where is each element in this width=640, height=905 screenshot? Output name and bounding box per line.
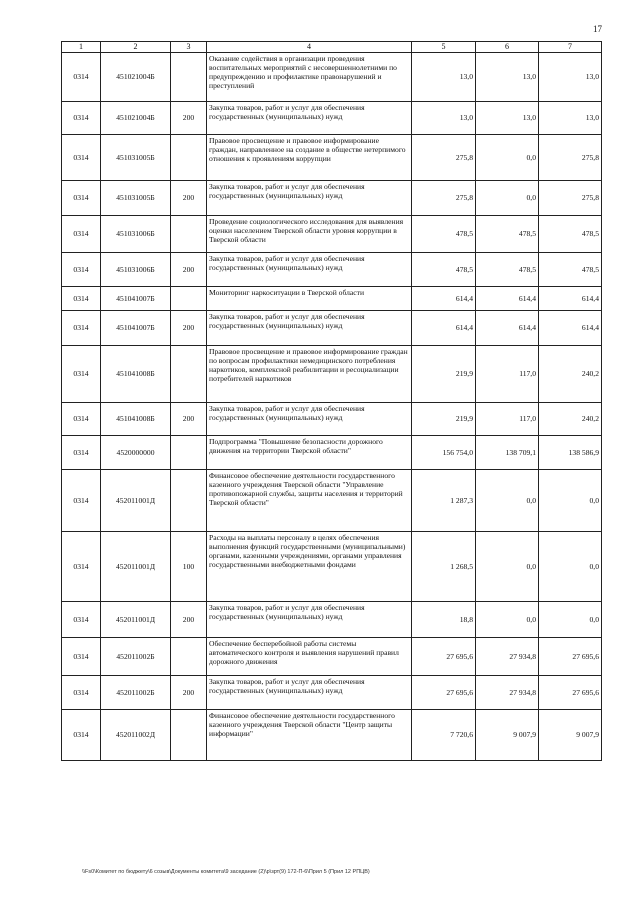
cell-c3 — [171, 435, 207, 469]
budget-table — [61, 41, 602, 761]
table-row — [62, 469, 602, 531]
cell-c7: 240,2 — [539, 345, 602, 402]
cell-c2: 452011001Д — [101, 531, 171, 601]
cell-c6: 478,5 — [476, 252, 539, 286]
cell-c2: 451031005Б — [101, 134, 171, 180]
cell-c7: 478,5 — [539, 215, 602, 252]
cell-c6: 9 007,9 — [476, 709, 539, 760]
cell-c2: 452011001Д — [101, 601, 171, 637]
cell-c7: 240,2 — [539, 402, 602, 435]
cell-c7: 138 586,9 — [539, 435, 602, 469]
cell-c2: 451031005Б — [101, 180, 171, 215]
cell-c1: 0314 — [62, 52, 101, 101]
page-number: 17 — [593, 24, 602, 34]
cell-c3 — [171, 134, 207, 180]
file-path-footer: \\Fs0\Комитет по бюджету\6 созыв\Документы комитета\9 заседание (2)\р\зрт(9) 172-П-6\Прил 5 (Прил 12 РПЦВ) — [82, 869, 370, 875]
cell-c1: 0314 — [62, 709, 101, 760]
cell-c5: 27 695,6 — [412, 675, 476, 709]
cell-c6: 27 934,8 — [476, 637, 539, 675]
cell-c4: Финансовое обеспечение деятельности государственного казенного учреждения Тверской области "Центр защиты информации" — [207, 709, 412, 760]
table-row — [62, 601, 602, 637]
cell-c7: 13,0 — [539, 101, 602, 134]
table-row — [62, 180, 602, 215]
cell-c6: 117,0 — [476, 402, 539, 435]
cell-c7: 27 695,6 — [539, 637, 602, 675]
cell-c3: 200 — [171, 601, 207, 637]
cell-c3: 200 — [171, 675, 207, 709]
cell-c1: 0314 — [62, 675, 101, 709]
cell-c5: 13,0 — [412, 101, 476, 134]
cell-c5: 219,9 — [412, 402, 476, 435]
header-cell: 6 — [476, 42, 539, 53]
cell-c1: 0314 — [62, 180, 101, 215]
cell-c7: 478,5 — [539, 252, 602, 286]
cell-c5: 219,9 — [412, 345, 476, 402]
cell-c4: Финансовое обеспечение деятельности государственного казенного учреждения Тверской области "Управление противопожарной службы, защиты населения и территорий Тверской области" — [207, 469, 412, 531]
cell-c2: 452011002Д — [101, 709, 171, 760]
header-cell: 2 — [101, 42, 171, 53]
table-row — [62, 709, 602, 760]
cell-c2: 451041008Б — [101, 402, 171, 435]
cell-c5: 1 287,3 — [412, 469, 476, 531]
cell-c5: 478,5 — [412, 215, 476, 252]
cell-c3 — [171, 52, 207, 101]
cell-c1: 0314 — [62, 469, 101, 531]
cell-c7: 0,0 — [539, 531, 602, 601]
cell-c4: Подпрограмма "Повышение безопасности дорожного движения на территории Тверской области" — [207, 435, 412, 469]
cell-c2: 452011002Б — [101, 675, 171, 709]
cell-c3 — [171, 286, 207, 310]
cell-c3: 200 — [171, 310, 207, 345]
cell-c1: 0314 — [62, 601, 101, 637]
header-cell: 4 — [207, 42, 412, 53]
cell-c7: 13,0 — [539, 52, 602, 101]
cell-c1: 0314 — [62, 215, 101, 252]
table-row — [62, 252, 602, 286]
cell-c5: 614,4 — [412, 286, 476, 310]
cell-c7: 27 695,6 — [539, 675, 602, 709]
cell-c5: 275,8 — [412, 180, 476, 215]
cell-c4: Закупка товаров, работ и услуг для обеспечения государственных (муниципальных) нужд — [207, 180, 412, 215]
cell-c6: 27 934,8 — [476, 675, 539, 709]
cell-c2: 452011002Б — [101, 637, 171, 675]
cell-c1: 0314 — [62, 310, 101, 345]
cell-c5: 27 695,6 — [412, 637, 476, 675]
cell-c7: 614,4 — [539, 286, 602, 310]
cell-c2: 451041008Б — [101, 345, 171, 402]
cell-c1: 0314 — [62, 435, 101, 469]
cell-c3: 200 — [171, 252, 207, 286]
cell-c6: 117,0 — [476, 345, 539, 402]
cell-c3: 100 — [171, 531, 207, 601]
cell-c4: Закупка товаров, работ и услуг для обеспечения государственных (муниципальных) нужд — [207, 101, 412, 134]
cell-c1: 0314 — [62, 286, 101, 310]
cell-c1: 0314 — [62, 531, 101, 601]
table-row — [62, 402, 602, 435]
table-row — [62, 531, 602, 601]
cell-c1: 0314 — [62, 402, 101, 435]
cell-c4: Закупка товаров, работ и услуг для обеспечения государственных (муниципальных) нужд — [207, 402, 412, 435]
cell-c5: 18,8 — [412, 601, 476, 637]
header-row — [62, 42, 602, 53]
cell-c5: 156 754,0 — [412, 435, 476, 469]
cell-c3 — [171, 345, 207, 402]
cell-c1: 0314 — [62, 134, 101, 180]
cell-c3: 200 — [171, 101, 207, 134]
cell-c2: 451021004Б — [101, 101, 171, 134]
cell-c1: 0314 — [62, 101, 101, 134]
header-cell: 7 — [539, 42, 602, 53]
cell-c2: 452011001Д — [101, 469, 171, 531]
cell-c4: Правовое просвещение и правовое информирование граждан, направленное на создание в обществе нетерпимого отношения к проявлениям коррупции — [207, 134, 412, 180]
cell-c6: 0,0 — [476, 180, 539, 215]
table-row — [62, 435, 602, 469]
cell-c3 — [171, 709, 207, 760]
cell-c2: 4520000000 — [101, 435, 171, 469]
cell-c7: 9 007,9 — [539, 709, 602, 760]
cell-c6: 0,0 — [476, 601, 539, 637]
table-row — [62, 286, 602, 310]
cell-c4: Закупка товаров, работ и услуг для обеспечения государственных (муниципальных) нужд — [207, 675, 412, 709]
cell-c4: Проведение социологического исследования для выявления оценки населением Тверской области уровня коррупции в Тверской области — [207, 215, 412, 252]
cell-c5: 614,4 — [412, 310, 476, 345]
cell-c7: 614,4 — [539, 310, 602, 345]
cell-c6: 0,0 — [476, 469, 539, 531]
header-cell: 3 — [171, 42, 207, 53]
cell-c6: 0,0 — [476, 134, 539, 180]
cell-c6: 0,0 — [476, 531, 539, 601]
cell-c2: 451041007Б — [101, 310, 171, 345]
cell-c4: Правовое просвещение и правовое информирование граждан по вопросам профилактики немедицинского потребления наркотиков, комплексной реабилитации и ресоциализации потребителей наркотиков — [207, 345, 412, 402]
cell-c3 — [171, 469, 207, 531]
table-row — [62, 134, 602, 180]
cell-c3 — [171, 637, 207, 675]
table-row — [62, 215, 602, 252]
cell-c7: 275,8 — [539, 180, 602, 215]
cell-c4: Закупка товаров, работ и услуг для обеспечения государственных (муниципальных) нужд — [207, 252, 412, 286]
cell-c7: 0,0 — [539, 601, 602, 637]
cell-c5: 13,0 — [412, 52, 476, 101]
cell-c7: 275,8 — [539, 134, 602, 180]
cell-c2: 451031006Б — [101, 252, 171, 286]
cell-c6: 13,0 — [476, 101, 539, 134]
cell-c5: 1 268,5 — [412, 531, 476, 601]
cell-c4: Закупка товаров, работ и услуг для обеспечения государственных (муниципальных) нужд — [207, 310, 412, 345]
table-row — [62, 52, 602, 101]
cell-c6: 614,4 — [476, 286, 539, 310]
cell-c1: 0314 — [62, 637, 101, 675]
cell-c1: 0314 — [62, 345, 101, 402]
table-row — [62, 101, 602, 134]
table-row — [62, 345, 602, 402]
cell-c3 — [171, 215, 207, 252]
cell-c3: 200 — [171, 402, 207, 435]
cell-c6: 478,5 — [476, 215, 539, 252]
cell-c4: Мониторинг наркоситуации в Тверской области — [207, 286, 412, 310]
cell-c7: 0,0 — [539, 469, 602, 531]
table-row — [62, 675, 602, 709]
cell-c4: Обеспечение бесперебойной работы системы автоматического контроля и выявления нарушений правил дорожного движения — [207, 637, 412, 675]
cell-c5: 7 720,6 — [412, 709, 476, 760]
cell-c4: Закупка товаров, работ и услуг для обеспечения государственных (муниципальных) нужд — [207, 601, 412, 637]
cell-c2: 451041007Б — [101, 286, 171, 310]
cell-c4: Расходы на выплаты персоналу в целях обеспечения выполнения функций государственными (муниципальными) органами, казенными учреждениями, органами управления государственными внебюджетными фондами — [207, 531, 412, 601]
cell-c6: 138 709,1 — [476, 435, 539, 469]
cell-c4: Оказание содействия в организации проведения воспитательных мероприятий с несовершеннолетними по предупреждению и профилактике правонарушений и преступлений — [207, 52, 412, 101]
cell-c2: 451021004Б — [101, 52, 171, 101]
cell-c6: 614,4 — [476, 310, 539, 345]
header-cell: 1 — [62, 42, 101, 53]
table-row — [62, 310, 602, 345]
cell-c5: 275,8 — [412, 134, 476, 180]
header-cell: 5 — [412, 42, 476, 53]
cell-c1: 0314 — [62, 252, 101, 286]
cell-c5: 478,5 — [412, 252, 476, 286]
cell-c3: 200 — [171, 180, 207, 215]
cell-c6: 13,0 — [476, 52, 539, 101]
cell-c2: 451031006Б — [101, 215, 171, 252]
table-row — [62, 637, 602, 675]
